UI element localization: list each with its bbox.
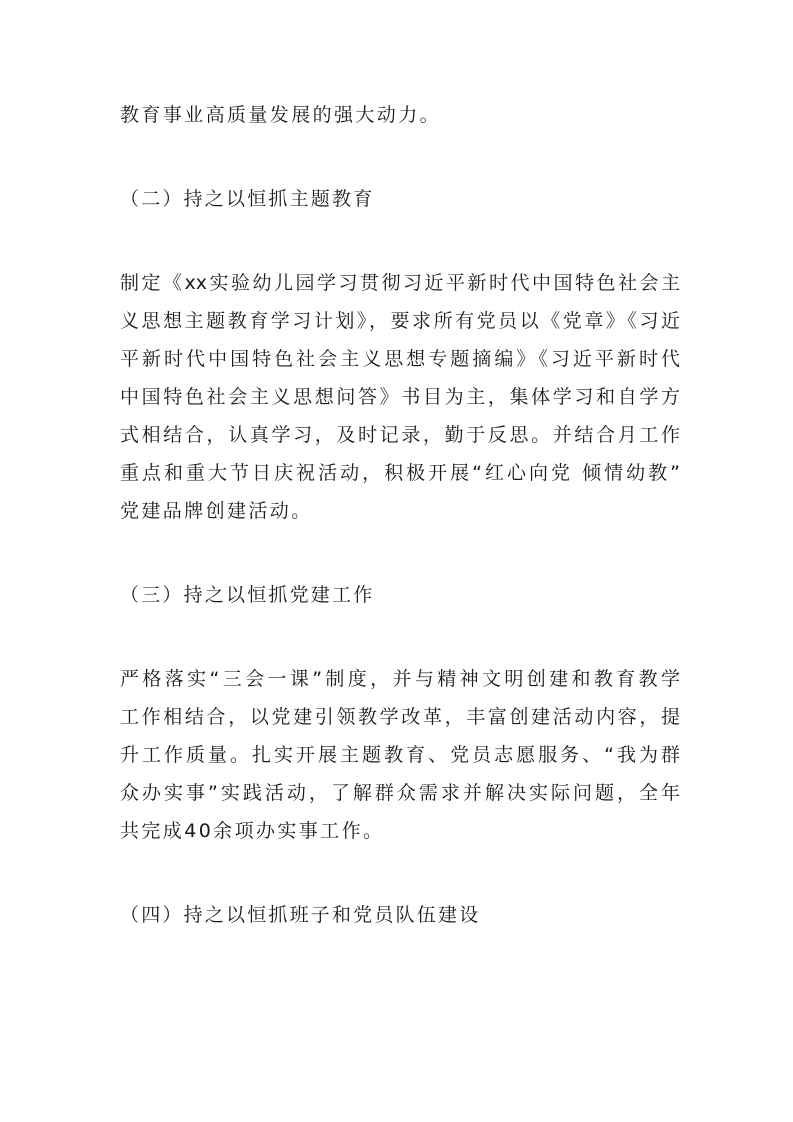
paragraph-line: 重点和重大节日庆祝活动，积极开展“红心向党 倾情幼教”	[120, 462, 680, 484]
paragraph-line: 义思想主题教育学习计划》，要求所有党员以《党章》《习近	[120, 310, 680, 332]
paragraph-line: 式相结合，认真学习，及时记录，勤于反思。并结合月工作	[120, 424, 680, 446]
paragraph-line: 教育事业高质量发展的强大动力。	[120, 104, 442, 126]
section-heading-2: （二）持之以恒抓主题教育	[120, 188, 375, 210]
paragraph-line: 升工作质量。扎实开展主题教育、党员志愿服务、“我为群	[120, 744, 680, 766]
paragraph-line: 党建品牌创建活动。	[120, 500, 313, 522]
paragraph-line: 众办实事”实践活动，了解群众需求并解决实际问题，全年	[120, 782, 680, 804]
paragraph-line: 严格落实“三会一课”制度，并与精神文明创建和教育教学	[120, 668, 680, 690]
section-heading-4: （四）持之以恒抓班子和党员队伍建设	[120, 904, 481, 926]
section-heading-3: （三）持之以恒抓党建工作	[120, 584, 375, 606]
paragraph-line: 共完成40余项办实事工作。	[120, 820, 385, 842]
paragraph-line: 平新时代中国特色社会主义思想专题摘编》《习近平新时代	[120, 348, 680, 370]
paragraph-line: 制定《xx实验幼儿园学习贯彻习近平新时代中国特色社会主	[120, 272, 680, 294]
paragraph-line: 中国特色社会主义思想问答》书目为主，集体学习和自学方	[120, 386, 680, 408]
paragraph-line: 工作相结合，以党建引领教学改革，丰富创建活动内容，提	[120, 706, 680, 728]
